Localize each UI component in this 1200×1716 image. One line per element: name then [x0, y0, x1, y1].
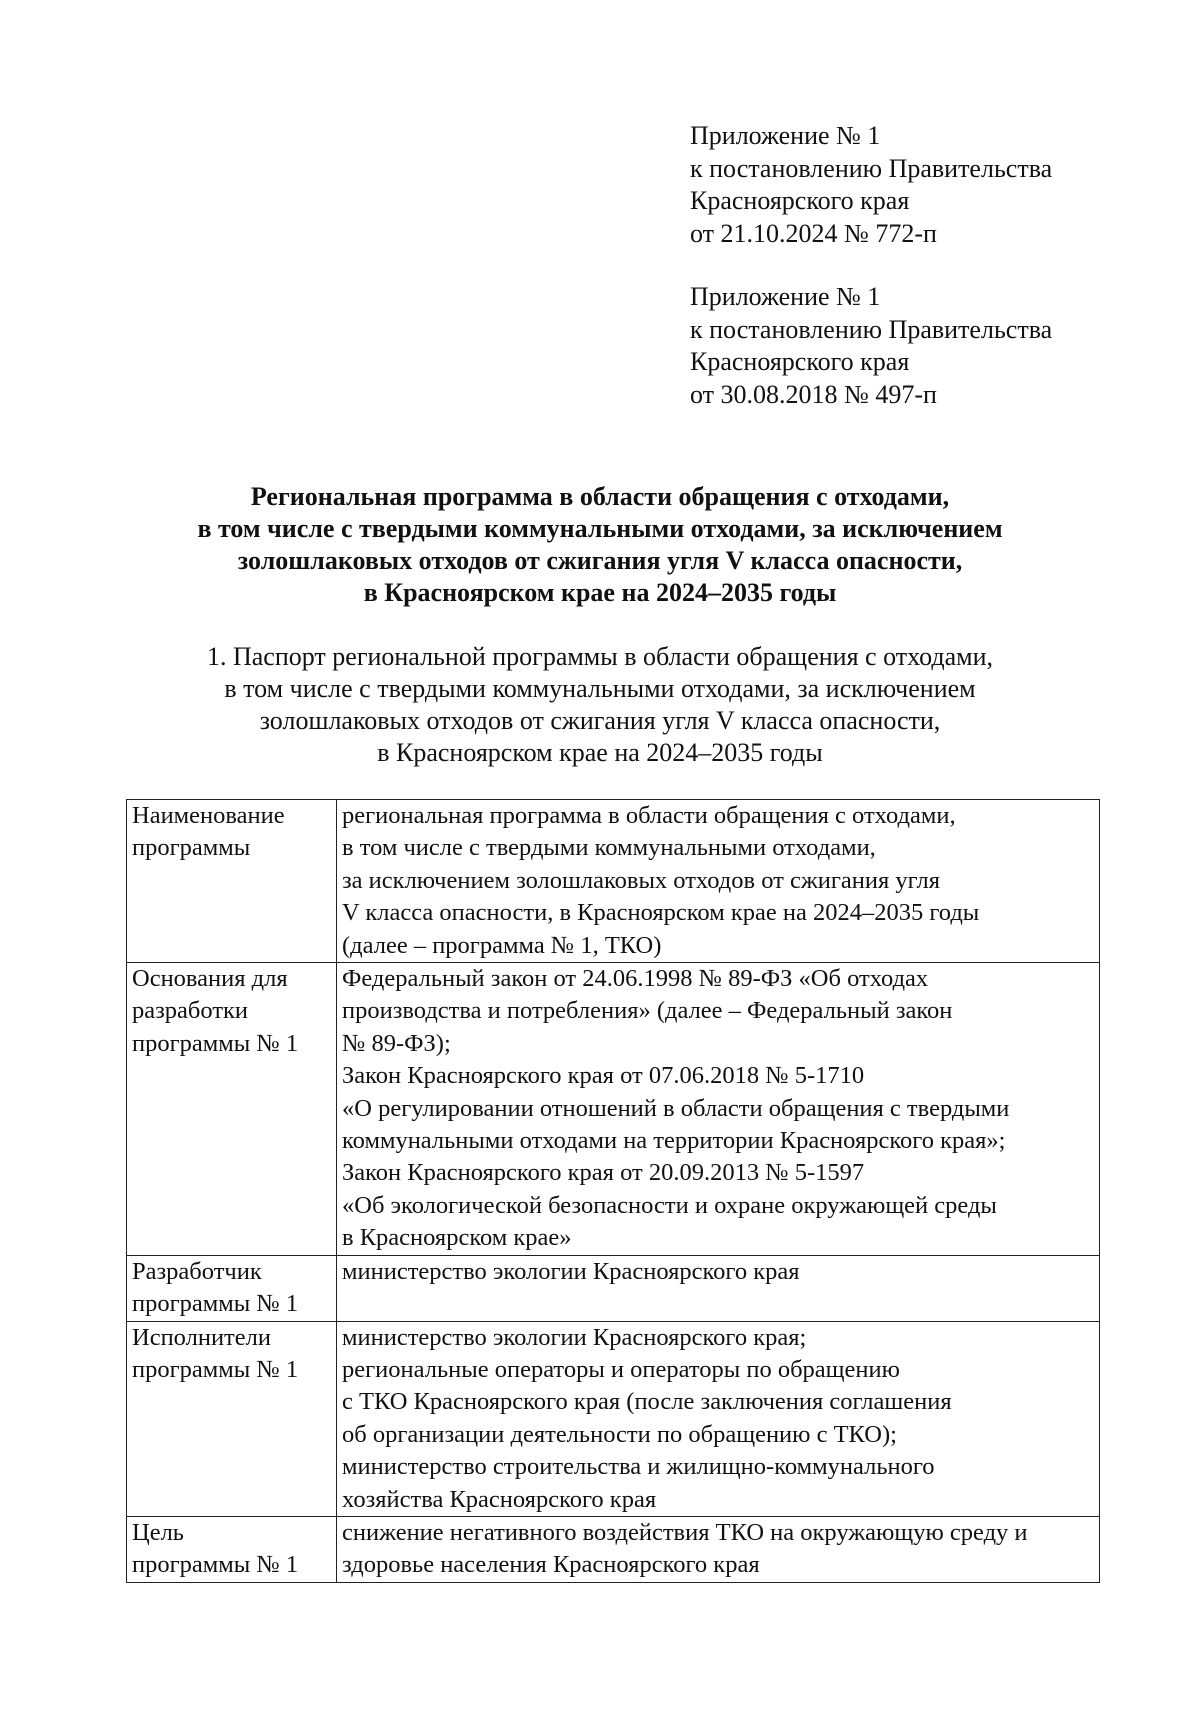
appendix-header-original: [690, 281, 1052, 411]
appendix-resolution-ref: к постановлению Правительства: [690, 314, 1053, 344]
row-value-line: снижение негативного воздействия ТКО на окружающую среду и: [342, 1518, 1028, 1546]
row-label-line: Цель: [132, 1518, 184, 1546]
program-title-line: Региональная программа в области обращения с отходами,: [250, 482, 950, 511]
row-value-line: коммунальными отходами на территории Красноярского края»;: [342, 1127, 1006, 1155]
passport-title-line: в том числе с твердыми коммунальными отходами, за исключением: [224, 674, 976, 703]
row-label-line: программы № 1: [132, 1290, 299, 1318]
row-label-cell: [127, 1516, 337, 1582]
row-value-cell: [337, 1255, 1100, 1321]
appendix-region: Красноярского края: [690, 186, 910, 215]
row-label-line: Наименование: [132, 802, 285, 829]
appendix-title: Приложение № 1: [690, 282, 881, 311]
row-value-cell: [337, 1516, 1100, 1582]
row-value-line: региональная программа в области обращения с отходами,: [342, 802, 956, 829]
row-value-line: в том числе с твердыми коммунальными отходами,: [342, 834, 876, 862]
appendix-date-number: от 21.10.2024 № 772-п: [690, 218, 937, 248]
row-label-line: Разработчик: [132, 1257, 262, 1285]
passport-title-line: золошлаковых отходов от сжигания угля V класса опасности,: [259, 706, 941, 735]
row-value-cell: [337, 963, 1100, 1256]
appendix-resolution-ref: к постановлению Правительства: [690, 153, 1053, 183]
table-row-legal-basis: [127, 963, 1100, 1256]
row-value-line: Закон Красноярского края от 20.09.2013 № 5-1597: [342, 1159, 865, 1187]
row-label-line: Исполнители: [132, 1323, 271, 1351]
program-title-line: в Красноярском крае на 2024–2035 годы: [363, 578, 837, 607]
row-label-line: программы № 1: [132, 1355, 299, 1383]
row-label-line: разработки: [132, 997, 249, 1025]
row-value-line: об организации деятельности по обращению с ТКО);: [342, 1420, 897, 1448]
row-value-line: № 89-ФЗ);: [342, 1029, 451, 1057]
program-title-line: в том числе с твердыми коммунальными отходами, за исключением: [197, 514, 1003, 543]
appendix-region: Красноярского края: [690, 347, 910, 376]
program-title: [100, 481, 1100, 609]
appendix-header-current: [690, 120, 1052, 250]
appendix-date-number: от 30.08.2018 № 497-п: [690, 379, 937, 409]
table-row-goal: [127, 1516, 1100, 1582]
row-value-line: «Об экологической безопасности и охране окружающей среды: [342, 1191, 997, 1219]
row-value-line: министерство экологии Красноярского края: [342, 1257, 800, 1285]
passport-title-line: в Красноярском крае на 2024–2035 годы: [377, 738, 823, 767]
row-value-line: министерство экологии Красноярского края;: [342, 1323, 807, 1351]
row-value-cell: [337, 800, 1100, 963]
row-value-line: производства и потребления» (далее – Федеральный закон: [342, 997, 953, 1025]
row-label-line: программы № 1: [132, 1551, 299, 1579]
program-title-line: золошлаковых отходов от сжигания угля V класса опасности,: [237, 546, 963, 575]
row-label-cell: [127, 1255, 337, 1321]
table-row-program-name: [127, 800, 1100, 963]
row-value-line: здоровье населения Красноярского края: [342, 1551, 760, 1579]
row-value-line: «О регулировании отношений в области обращения с твердыми: [342, 1094, 1010, 1122]
passport-section-title: [100, 641, 1100, 769]
table-row-developer: [127, 1255, 1100, 1321]
appendix-title: Приложение № 1: [690, 121, 881, 150]
row-value-line: в Красноярском крае»: [342, 1224, 572, 1252]
row-value-line: Федеральный закон от 24.06.1998 № 89-ФЗ «Об отходах: [342, 965, 929, 993]
row-value-line: Закон Красноярского края от 07.06.2018 № 5-1710: [342, 1062, 865, 1090]
row-label-cell: [127, 800, 337, 963]
row-value-line: министерство строительства и жилищно-коммунального: [342, 1453, 935, 1481]
row-value-line: хозяйства Красноярского края: [342, 1485, 657, 1513]
passport-title-line: 1. Паспорт региональной программы в области обращения с отходами,: [206, 642, 993, 671]
passport-table: [126, 799, 1100, 1583]
row-label-cell: [127, 1321, 337, 1516]
row-value-line: V класса опасности, в Красноярском крае на 2024–2035 годы: [342, 899, 980, 927]
row-value-cell: [337, 1321, 1100, 1516]
row-label-line: Основания для: [132, 965, 288, 993]
row-label-line: программы: [132, 834, 251, 862]
table-row-executors: [127, 1321, 1100, 1516]
row-value-line: региональные операторы и операторы по обращению: [342, 1355, 900, 1383]
row-label-line: программы № 1: [132, 1029, 299, 1057]
row-label-cell: [127, 963, 337, 1256]
row-value-line: с ТКО Красноярского края (после заключения соглашения: [342, 1388, 952, 1416]
row-value-line: (далее – программа № 1, ТКО): [342, 931, 662, 959]
row-value-line: за исключением золошлаковых отходов от сжигания угля: [342, 866, 940, 894]
